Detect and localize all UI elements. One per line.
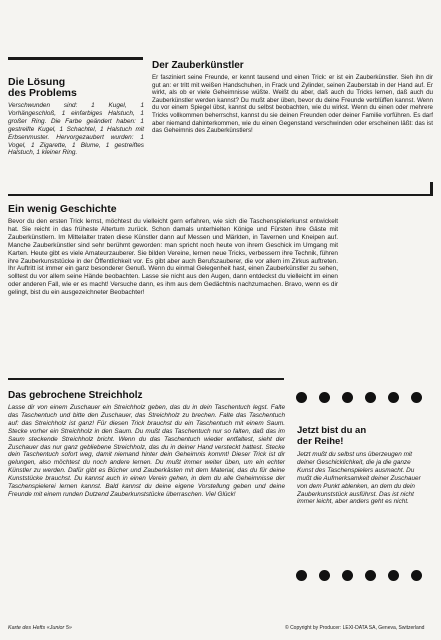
reihe-title-line1: Jetzt bist du an xyxy=(297,425,367,436)
dot xyxy=(342,570,353,581)
streichholz-top-rule xyxy=(8,378,284,380)
geschichte-title: Ein wenig Geschichte xyxy=(8,203,117,215)
streichholz-text: Lasse dir von einem Zuschauer ein Streichholz geben, das du in dein Taschentuch legst. Falte das Taschentuch und bitte den Zuschauer, das Streichholz zu brechen. Falte das Taschentuch auf: das Streichholz ist ganz! Für diesen Trick brauchst du ein Taschentuch mit einem Saum. Stecke vorher ein Streichholz in den Saum. Du mußt das Taschentuch nur so falten, daß das im Saum steckende Streichholz bricht. Wenn du das Taschentuch wieder entfaltest, sieht der Zuschauer das nur ganz gebliebene Streichholz, das du in deiner Hand versteckt hattest. Stecke dein Taschentuch sofort weg, damit niemand hinter dein Geheimnis kommt! Dieser Trick ist dir gelungen, also möchtest du noch andere lernen. Du mußt immer weiter üben, um ein echter Künstler zu werden. Dafür gibt es Bücher und Zauberkästen mit dem Material, das du für deine Kunststücke brauchst. Du kannst auch in einen Verein gehen, in dem du alle Geheimnisse der Taschenspielerei lernen kannst. Bald kannst du deine eigene Vorstellung geben und deine Freunde mit einem runden Dutzend Zauberkunststücke überraschen. Viel Glück! xyxy=(8,404,285,498)
zauberkuenstler-text: Er fasziniert seine Freunde, er kennt tausend und einen Trick: er ist ein Zauberkünstler. Sieh ihn dir gut an: er tritt mit weißen Handschuhen, in Frack und Zylinder, seinen Zauberstab in der Hand auf. Er wirkt, als ob er viele Geheimnisse wüßte. Weißt du aber, daß auch du Tricks lernen, daß auch du Zauberkünstler werden kannst? Du mußt aber üben, bevor du deine Freunde verblüffen kannst. Wenn du vor einem Spiegel übst, kannst du selbst beobachten, wie du wirkst. Wenn du einen oder mehrere Tricks vollkommen beherrschst, kannst du sie deinen Freunden oder deiner Familie vorführen. Es darf aber niemand dahinterkommen, wie du einen Gegenstand verschwinden oder erscheinen läßt: das ist das Geheimnis des Zauberkünstlers! xyxy=(152,74,433,135)
dot xyxy=(342,392,353,403)
loesung-section xyxy=(8,77,144,157)
streichholz-section xyxy=(8,390,285,499)
loesung-text: Verschwunden sind: 1 Kugel, 1 Vorhängeschloß, 1 einfarbiges Halstuch, 1 großer Ring. Die Farbe geändert haben: 1 gestreifte Kugel, 1 Schachtel, 1 Halstuch mit Erbsenmuster. Hervorgezaubert wurden: 1 Vogel, 1 Zigarette, 1 Blume, 1 gestreiftes Halstuch, 1 kleiner Ring. xyxy=(8,102,144,157)
reihe-title-line2: der Reihe! xyxy=(297,436,344,447)
loesung-title xyxy=(8,77,144,99)
loesung-title-line1: Die Lösung xyxy=(8,76,66,88)
dot xyxy=(411,392,422,403)
dot xyxy=(296,570,307,581)
geschichte-text: Bevor du den ersten Trick lernst, möchtest du vielleicht gern erfahren, wie sich die Taschenspielerkunst entwickelt hat. Sie reicht in das früheste Altertum zurück. Schon damals unterhielten Könige und Fürsten ihre Gäste mit Zauberkünstlern. Im Mittelalter traten diese Künstler dann auf Messen und Märkten, in Tavernen und Kneipen auf. Manche Zauberkünstler sind sehr berühmt geworden: man spricht noch heute von ihrem Geschick im Umgang mit Karten. Heute gibt es viele Amateurzauberer. Sie bilden Vereine, lernen neue Tricks, verbessern ihre Technik, führen ihre Zauberkunststücke in der Öffentlichkeit vor. Es gibt aber auch Berufszauberer, die vor allem im Zirkus auftreten. Ihr Auftritt ist immer ein ganz besonderer Genuß. Wenn du einmal Gelegenheit hast, einen Zauberkünstler zu sehen, solltest du vor allem seine Hände beobachten. Lasse sie nicht aus den Augen, dann entdeckst du vielleicht im einen oder anderen Fall, wie er es macht! Versuche dann, es ihm aus dem Gedächtnis nachzumachen. Bravo, wenn es dir gelingt, bist du ein ausgezeichneter Beobachter! xyxy=(8,218,338,297)
reihe-title xyxy=(297,425,425,447)
geschichte-side-bar xyxy=(430,182,433,196)
dot xyxy=(319,392,330,403)
footer-left: Karte des Hefts «Junior 5» xyxy=(8,625,72,631)
reihe-section xyxy=(297,425,425,506)
dot xyxy=(319,570,330,581)
loesung-title-line2: des Problems xyxy=(8,87,77,99)
dot xyxy=(388,570,399,581)
top-left-rule xyxy=(8,57,143,60)
reihe-dots-bottom xyxy=(296,570,422,581)
streichholz-title: Das gebrochene Streichholz xyxy=(8,390,143,401)
dot xyxy=(388,392,399,403)
footer-right: © Copyright by Producer: LEXI-DATA SA, Geneva, Switzerland xyxy=(285,625,425,631)
dot xyxy=(365,570,376,581)
reihe-dots-top xyxy=(296,392,422,403)
geschichte-section xyxy=(8,203,338,297)
zauberkuenstler-section xyxy=(152,60,433,135)
reihe-text: Jetzt mußt du selbst uns überzeugen mit deiner Geschicklichkeit, die ja die ganze Kunst des Taschenspielers ausmacht. Du mußt die Aufmerksamkeit deiner Zuschauer von dem Punkt ablenken, an dem du dein Zauberkunststück ausführst. Das ist nicht immer leicht, aber anders geht es nicht. xyxy=(297,451,421,506)
geschichte-top-rule xyxy=(8,194,431,196)
zauberkuenstler-title: Der Zauberkünstler xyxy=(152,60,244,71)
dot xyxy=(296,392,307,403)
dot xyxy=(365,392,376,403)
dot xyxy=(411,570,422,581)
